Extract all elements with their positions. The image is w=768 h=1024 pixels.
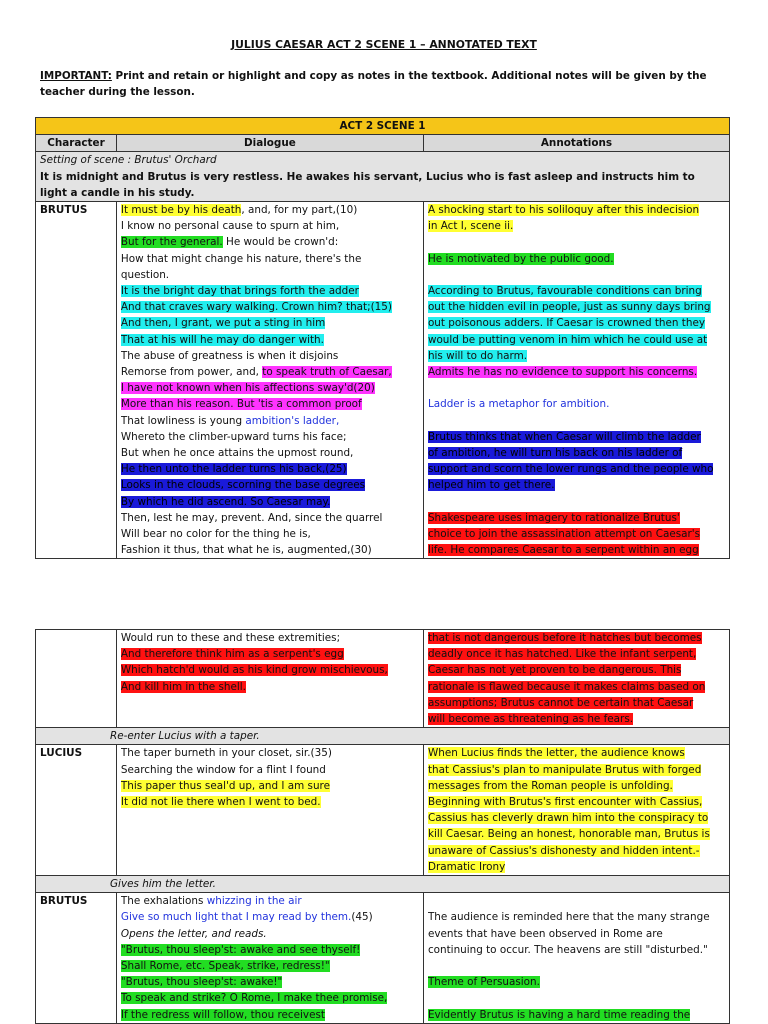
dialogue-line bbox=[121, 348, 419, 364]
dialogue-segment: It is the bright day that brings forth the adder bbox=[120, 285, 359, 298]
annotation-line bbox=[428, 662, 725, 678]
annotation-text: continuing to occur. The heavens are still "disturbed." bbox=[427, 943, 708, 956]
annotation-text: When Lucius finds the letter, the audience knows bbox=[427, 747, 685, 760]
annotation-text: messages from the Roman people is unfolding. bbox=[427, 779, 673, 792]
annotation-text: Beginning with Brutus's first encounter with Cassius, bbox=[427, 796, 703, 809]
dialogue-segment: Give so much light that I may read by them. bbox=[120, 911, 352, 924]
important-label: IMPORTANT: bbox=[40, 70, 112, 82]
dialogue-segment: He then unto the ladder turns his back,(25) bbox=[120, 463, 347, 476]
dialogue-cell bbox=[116, 202, 423, 559]
annotation-text: would be putting venom in him which he could use at bbox=[427, 333, 708, 346]
annotation-text: Dramatic Irony bbox=[427, 860, 506, 873]
dialogue-line bbox=[121, 234, 419, 250]
important-text: Print and retain or highlight and copy as notes in the textbook. Additional notes will be given by the teacher during the lesson. bbox=[40, 70, 707, 98]
dialogue-line bbox=[121, 445, 419, 461]
dialogue-line bbox=[121, 679, 419, 695]
dialogue-line bbox=[121, 396, 419, 412]
dialogue-line bbox=[121, 251, 419, 267]
dialogue-segment: , and, for my part,(10) bbox=[241, 204, 358, 217]
dialogue-segment: Opens the letter, and reads. bbox=[120, 927, 267, 940]
table-row bbox=[36, 202, 730, 559]
annotated-text-table-1 bbox=[35, 117, 730, 559]
dialogue-line bbox=[121, 646, 419, 662]
annotation-line bbox=[428, 893, 725, 909]
annotations-cell bbox=[423, 202, 729, 559]
annotation-text: deadly once it has hatched. Like the infant serpent, bbox=[427, 648, 697, 661]
annotation-line bbox=[428, 711, 725, 727]
dialogue-line bbox=[121, 364, 419, 380]
annotation-text: out the hidden evil in people, just as sunny days bring bbox=[427, 301, 711, 314]
annotation-line bbox=[428, 251, 725, 267]
annotation-text: Ladder is a metaphor for ambition. bbox=[427, 398, 610, 411]
dialogue-segment: How that might change his nature, there's the bbox=[120, 252, 362, 265]
dialogue-segment: Will bear no color for the thing he is, bbox=[120, 528, 311, 541]
character-name: BRUTUS bbox=[36, 202, 117, 559]
annotation-line bbox=[428, 909, 725, 925]
annotation-line bbox=[428, 926, 725, 942]
annotation-line bbox=[428, 630, 725, 646]
character-name bbox=[36, 630, 117, 728]
setting-heading: Setting of scene : Brutus' Orchard bbox=[40, 154, 217, 167]
annotation-line bbox=[428, 461, 725, 477]
dialogue-segment: By which he did ascend. So Caesar may. bbox=[120, 495, 331, 508]
dialogue-line bbox=[121, 218, 419, 234]
annotation-text: A shocking start to his soliloquy after this indecision bbox=[427, 204, 700, 217]
annotation-text: He is motivated by the public good. bbox=[427, 252, 614, 265]
annotation-line bbox=[428, 859, 725, 875]
dialogue-segment: ambition's ladder, bbox=[245, 414, 340, 427]
annotation-line bbox=[428, 494, 725, 510]
table-row bbox=[36, 893, 730, 1024]
stage-direction: Gives him the letter. bbox=[36, 876, 730, 893]
dialogue-segment: whizzing in the air bbox=[206, 895, 302, 908]
table-row bbox=[36, 745, 730, 876]
annotation-text: unaware of Cassius's dishonesty and hidden intent.- bbox=[427, 844, 700, 857]
character-name: BRUTUS bbox=[36, 893, 117, 1024]
dialogue-line bbox=[121, 662, 419, 678]
dialogue-line bbox=[121, 202, 419, 218]
annotations-cell bbox=[423, 745, 729, 876]
annotation-line bbox=[428, 267, 725, 283]
dialogue-line bbox=[121, 332, 419, 348]
annotation-line bbox=[428, 202, 725, 218]
table-row bbox=[36, 630, 730, 728]
dialogue-segment: The abuse of greatness is when it disjoins bbox=[120, 349, 339, 362]
annotation-text: Admits he has no evidence to support his concerns. bbox=[427, 366, 698, 379]
dialogue-line bbox=[121, 380, 419, 396]
dialogue-line bbox=[121, 958, 419, 974]
annotation-line bbox=[428, 778, 725, 794]
dialogue-line bbox=[121, 526, 419, 542]
annotation-line bbox=[428, 380, 725, 396]
annotation-text: Brutus thinks that when Caesar will climb the ladder bbox=[427, 430, 701, 443]
character-name: LUCIUS bbox=[36, 745, 117, 876]
annotation-line bbox=[428, 396, 725, 412]
annotation-line bbox=[428, 695, 725, 711]
dialogue-line bbox=[121, 909, 419, 925]
annotation-line bbox=[428, 826, 725, 842]
dialogue-line bbox=[121, 542, 419, 558]
dialogue-segment: And kill him in the shell. bbox=[120, 680, 246, 693]
annotation-text: in Act I, scene ii. bbox=[427, 220, 514, 233]
dialogue-segment: This paper thus seal'd up, and I am sure bbox=[120, 779, 330, 792]
annotation-text: The audience is reminded here that the many strange bbox=[427, 911, 710, 924]
document-title: JULIUS CAESAR ACT 2 SCENE 1 – ANNOTATED TEXT bbox=[231, 38, 537, 51]
annotation-line bbox=[428, 542, 725, 558]
annotation-line bbox=[428, 990, 725, 1006]
annotation-text: of ambition, he will turn his back on his ladder of bbox=[427, 447, 683, 460]
annotation-text: that is not dangerous before it hatches but becomes bbox=[427, 632, 702, 644]
annotation-line bbox=[428, 646, 725, 662]
dialogue-segment: He would be crown'd: bbox=[222, 236, 339, 249]
annotations-cell bbox=[423, 630, 729, 728]
annotation-line bbox=[428, 810, 725, 826]
dialogue-line bbox=[121, 413, 419, 429]
header-character: Character bbox=[36, 135, 117, 152]
dialogue-segment: Fashion it thus, that what he is, augmented,(30) bbox=[120, 544, 372, 557]
dialogue-segment: to speak truth of Caesar, bbox=[262, 366, 392, 379]
setting-of-scene bbox=[36, 152, 730, 202]
dialogue-line bbox=[121, 461, 419, 477]
dialogue-segment: I have not known when his affections sway'd(20) bbox=[120, 382, 375, 395]
annotation-text: kill Caesar. Being an honest, honorable man, Brutus is bbox=[427, 828, 710, 841]
annotation-line bbox=[428, 794, 725, 810]
annotation-text: choice to join the assassination attempt on Caesar's bbox=[427, 528, 701, 541]
dialogue-segment: Looks in the clouds, scorning the base degrees bbox=[120, 479, 366, 492]
setting-description: It is midnight and Brutus is very restless. He awakes his servant, Lucius who is fast asleep and instructs him to light a candle in his study. bbox=[40, 170, 695, 199]
annotation-text: Cassius has cleverly drawn him into the conspiracy to bbox=[427, 812, 709, 825]
dialogue-line bbox=[121, 299, 419, 315]
dialogue-segment: Shall Rome, etc. Speak, strike, redress!" bbox=[120, 960, 330, 973]
annotation-line bbox=[428, 299, 725, 315]
annotation-line bbox=[428, 745, 725, 761]
dialogue-cell bbox=[116, 745, 423, 876]
header-dialogue: Dialogue bbox=[116, 135, 423, 152]
dialogue-segment: "Brutus, thou sleep'st: awake!" bbox=[120, 976, 283, 989]
dialogue-line bbox=[121, 974, 419, 990]
stage-direction: Re-enter Lucius with a taper. bbox=[36, 728, 730, 745]
dialogue-segment: Would run to these and these extremities; bbox=[120, 632, 341, 644]
annotation-line bbox=[428, 974, 725, 990]
annotation-line bbox=[428, 283, 725, 299]
dialogue-segment: But for the general. bbox=[120, 236, 223, 249]
annotation-text: Evidently Brutus is having a hard time reading the bbox=[427, 1008, 691, 1021]
annotation-text: helped him to get there. bbox=[427, 479, 555, 492]
dialogue-segment: More than his reason. But 'tis a common proof bbox=[120, 398, 362, 411]
annotation-line bbox=[428, 1007, 725, 1023]
dialogue-line bbox=[121, 267, 419, 283]
dialogue-cell bbox=[116, 630, 423, 728]
annotation-text: events that have been observed in Rome are bbox=[427, 927, 663, 940]
dialogue-segment: It must be by his death bbox=[120, 204, 242, 217]
annotated-text-table-2 bbox=[35, 629, 730, 1024]
dialogue-segment: And that craves wary walking. Crown him? that;(15) bbox=[120, 301, 392, 314]
dialogue-segment: Searching the window for a flint I found bbox=[120, 763, 326, 776]
annotation-line bbox=[428, 942, 725, 958]
annotation-text: rationale is flawed because it makes claims based on bbox=[427, 680, 706, 693]
dialogue-line bbox=[121, 926, 419, 942]
annotation-line bbox=[428, 958, 725, 974]
annotation-text: life. He compares Caesar to a serpent within an egg bbox=[427, 544, 699, 557]
annotation-line bbox=[428, 429, 725, 445]
annotation-line bbox=[428, 413, 725, 429]
dialogue-segment: (45) bbox=[351, 911, 373, 924]
annotation-line bbox=[428, 843, 725, 859]
table-title: ACT 2 SCENE 1 bbox=[36, 118, 730, 135]
annotation-line bbox=[428, 477, 725, 493]
dialogue-line bbox=[121, 745, 419, 761]
annotation-line bbox=[428, 679, 725, 695]
dialogue-segment: And therefore think him as a serpent's egg bbox=[120, 648, 344, 661]
dialogue-segment: Whereto the climber-upward turns his face; bbox=[120, 430, 347, 443]
dialogue-segment: The taper burneth in your closet, sir.(35) bbox=[120, 747, 332, 760]
dialogue-line bbox=[121, 1007, 419, 1023]
dialogue-segment: I know no personal cause to spurn at him, bbox=[120, 220, 340, 233]
dialogue-line bbox=[121, 762, 419, 778]
annotation-line bbox=[428, 364, 725, 380]
dialogue-segment: Then, lest he may, prevent. And, since the quarrel bbox=[120, 511, 383, 524]
annotation-text: that Cassius's plan to manipulate Brutus with forged bbox=[427, 763, 702, 776]
annotation-line bbox=[428, 315, 725, 331]
dialogue-segment: But when he once attains the upmost round, bbox=[120, 447, 354, 460]
dialogue-segment: If the redress will follow, thou receivest bbox=[120, 1008, 325, 1021]
annotation-text: his will to do harm. bbox=[427, 349, 528, 362]
annotation-text: Shakespeare uses imagery to rationalize Brutus' bbox=[427, 511, 680, 524]
dialogue-segment: question. bbox=[120, 268, 170, 281]
important-note bbox=[40, 68, 730, 100]
dialogue-line bbox=[121, 315, 419, 331]
dialogue-line bbox=[121, 510, 419, 526]
dialogue-segment: That at his will he may do danger with. bbox=[120, 333, 324, 346]
dialogue-segment: The exhalations bbox=[120, 895, 207, 908]
dialogue-segment: To speak and strike? O Rome, I make thee promise, bbox=[120, 992, 388, 1005]
annotation-line bbox=[428, 510, 725, 526]
dialogue-segment: "Brutus, thou sleep'st: awake and see thyself! bbox=[120, 943, 361, 956]
dialogue-segment: And then, I grant, we put a sting in him bbox=[120, 317, 326, 330]
dialogue-line bbox=[121, 794, 419, 810]
annotation-line bbox=[428, 762, 725, 778]
dialogue-segment: Remorse from power, and, bbox=[120, 366, 263, 379]
annotation-text: out poisonous adders. If Caesar is crowned then they bbox=[427, 317, 705, 330]
dialogue-line bbox=[121, 283, 419, 299]
annotation-line bbox=[428, 445, 725, 461]
annotation-line bbox=[428, 218, 725, 234]
dialogue-line bbox=[121, 630, 419, 646]
dialogue-line bbox=[121, 942, 419, 958]
dialogue-segment: It did not lie there when I went to bed. bbox=[120, 796, 321, 809]
annotation-text: Caesar has not yet proven to be dangerous. This bbox=[427, 664, 682, 677]
annotation-line bbox=[428, 526, 725, 542]
annotation-line bbox=[428, 348, 725, 364]
dialogue-segment: Which hatch'd would as his kind grow mischievous, bbox=[120, 664, 388, 677]
dialogue-line bbox=[121, 429, 419, 445]
dialogue-line bbox=[121, 893, 419, 909]
annotation-text: support and scorn the lower rungs and the people who bbox=[427, 463, 714, 476]
dialogue-line bbox=[121, 494, 419, 510]
annotation-text: assumptions; Brutus cannot be certain that Caesar bbox=[427, 696, 694, 709]
annotation-text: will become as threatening as he fears. bbox=[427, 713, 634, 726]
annotation-line bbox=[428, 332, 725, 348]
header-annotations: Annotations bbox=[423, 135, 729, 152]
dialogue-segment: That lowliness is young bbox=[120, 414, 246, 427]
annotation-line bbox=[428, 234, 725, 250]
dialogue-line bbox=[121, 778, 419, 794]
annotation-text: Theme of Persuasion. bbox=[427, 976, 540, 989]
annotation-text: According to Brutus, favourable conditions can bring bbox=[427, 285, 702, 298]
dialogue-line bbox=[121, 477, 419, 493]
dialogue-line bbox=[121, 990, 419, 1006]
annotations-cell bbox=[423, 893, 729, 1024]
dialogue-cell bbox=[116, 893, 423, 1024]
